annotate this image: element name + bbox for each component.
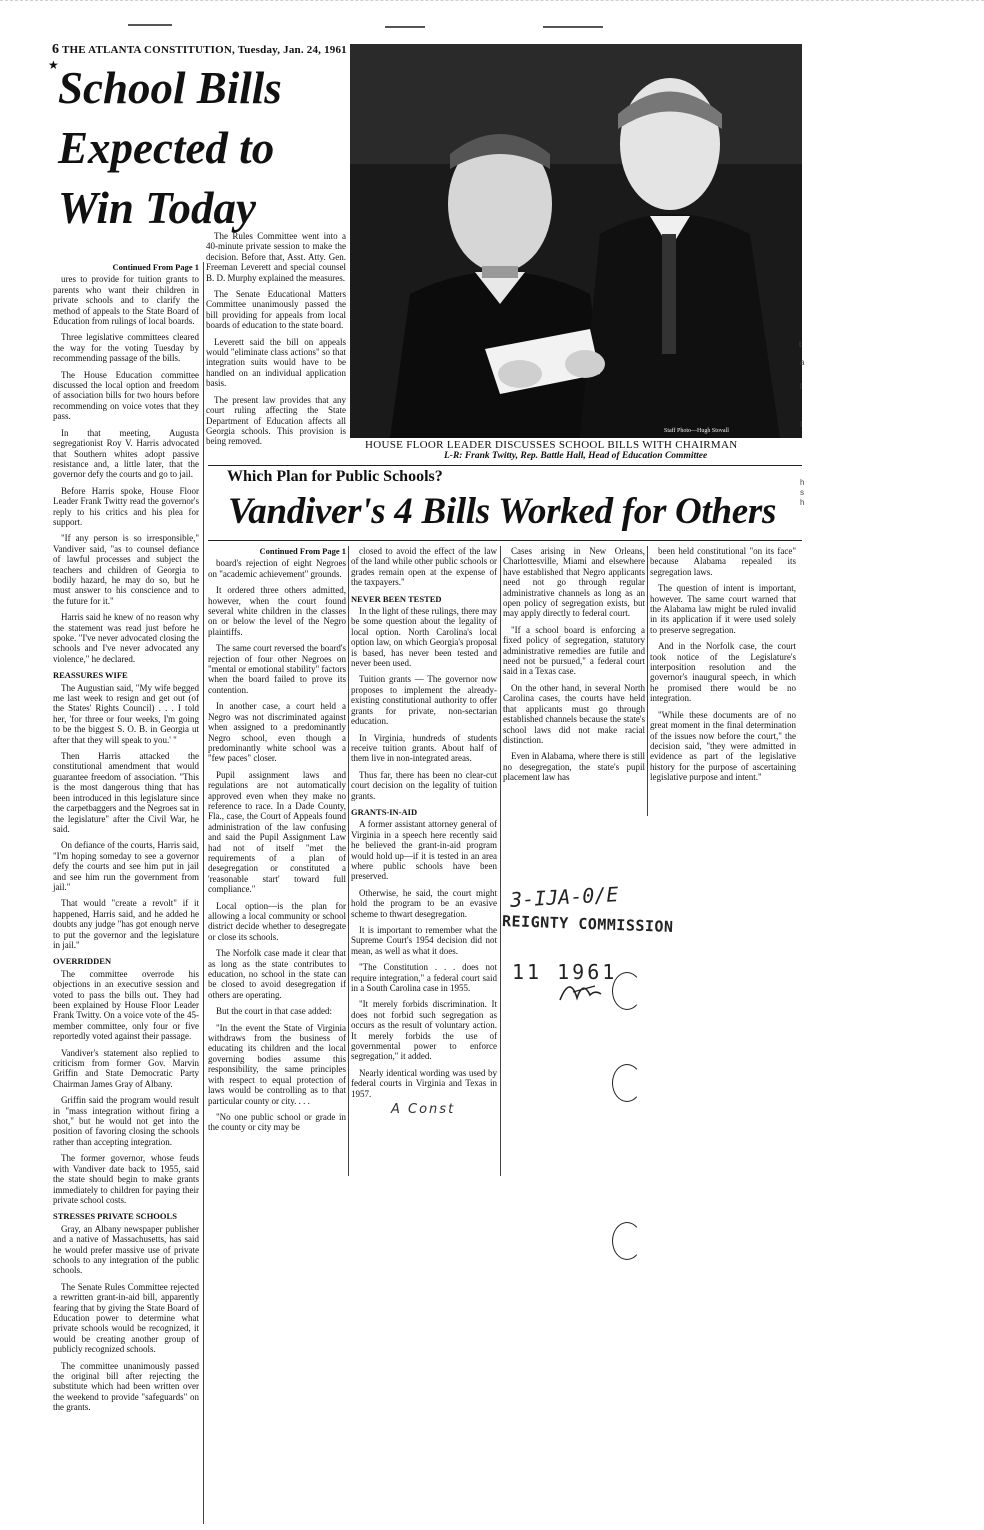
photo-caption: HOUSE FLOOR LEADER DISCUSSES SCHOOL BILLS WITH CHAIRMAN (365, 439, 738, 451)
story2-headline: Vandiver's 4 Bills Worked for Others (228, 491, 777, 532)
edge-fragment: l (800, 382, 802, 391)
handwritten-note: A Const (391, 1102, 456, 1118)
paragraph: The Rules Committee went into a 40-minute private session to make the decision. Before that, Asst. Atty. Gen. Freeman Leverett and special counsel B. D. Murphy explained the measures. (206, 231, 346, 283)
paragraph: The Norfolk case made it clear that as long as the state contributes to education, no school in the state can be closed to avoid desegregation if others are operating. (208, 948, 346, 1000)
paragraph: The former governor, whose feuds with Vandiver date back to 1955, said the state should begin to make grants immediately to children for paying their private school costs. (53, 1153, 199, 1205)
paragraph: The House Education committee discussed the local option and freedom of association bills for two hours before recommending on voice votes that they pass. (53, 369, 199, 422)
paragraph: Leverett said the bill on appeals would "eliminate class actions" so that integration suits would have to be handled on an individual application basis. (206, 336, 346, 389)
paragraph: Even in Alabama, where there is still no desegregation, the state's pupil placement law has (503, 751, 645, 783)
subhead-grants-in-aid: GRANTS-IN-AID (351, 806, 418, 817)
column-rule (647, 546, 648, 816)
paragraph: board's rejection of eight Negroes on "academic achievement" grounds. (208, 558, 346, 579)
news-photo (350, 44, 805, 438)
paper-name: THE ATLANTA CONSTITUTION, (61, 44, 235, 56)
story1-column-2 (206, 231, 346, 453)
paragraph: "If a school board is enforcing a fixed policy of segregation, statutory administrative remedies are futile and need not be pursued," a federal court said in a Texas case. (503, 624, 645, 677)
paragraph: Tuition grants — The governor now proposes to implement the already-existing constitutional authority to offer grants for private, non-sectarian education. (351, 674, 497, 727)
edge-fragment: s (800, 488, 804, 497)
story2-column-a (208, 546, 346, 1139)
edge-fragment: h (800, 478, 805, 487)
subhead-never-been-tested: NEVER BEEN TESTED (351, 593, 442, 604)
stamp-code: 3-IJA-0/E (509, 882, 619, 912)
story1-headline: School Bills Expected to Win Today (58, 63, 282, 233)
photo-credit: Staff Photo—Hugh Stovall (664, 428, 729, 434)
punch-hole-mark (612, 1222, 642, 1260)
paragraph: That would "create a revolt" if it happened, Harris said, and he added he doubts any judge "has got enough nerve to put the governor and the legislature in jail." (53, 898, 199, 950)
star-icon: ★ (48, 58, 59, 72)
story1-column-1 (53, 262, 199, 1419)
issue-date: Tuesday, Jan. 24, 1961 (237, 44, 347, 56)
scribble-mark (543, 26, 603, 28)
subhead-stresses-private-schools: STRESSES PRIVATE SCHOOLS (53, 1211, 177, 1222)
subhead-reassures-wife: REASSURES WIFE (53, 670, 128, 681)
column-rule (348, 546, 349, 1176)
paragraph: On defiance of the courts, Harris said, "I'm hoping someday to see a governor defy the courts and see him put in jail and see him run the government from jail." (53, 840, 199, 892)
stamp-commission: REIGNTY COMMISSION (501, 912, 674, 936)
paragraph: It ordered three others admitted, however, when the court found several white children in the classes on or below the level of the Negro plaintiffs. (208, 585, 346, 637)
paragraph: It is important to remember what the Supreme Court's 1954 decision did not mean, as well as what it does. (351, 925, 497, 956)
paragraph: The present law provides that any court ruling affecting the State Department of Education affects all Georgia schools. This provision is being removed. (206, 394, 346, 447)
masthead (52, 42, 347, 58)
paragraph: Cases arising in New Orleans, Charlottesville, Miami and elsewhere have established that Negro applicants need not go through regular administrative channels as long as an open policy of segregation exists, but may apply directly to federal court. (503, 546, 645, 619)
paragraph: Griffin said the program would result in "mass integration without firing a shot," but he would not get into the position of favoring closing the schools rather than accepting integration. (53, 1095, 199, 1147)
stamp-date: 11 1961 (512, 960, 618, 984)
paragraph: The question of intent is important, however. The same court warned that the Alabama law might be ruled invalid in its application if it were used solely to preserve segregation. (650, 583, 796, 635)
story2-kicker: Which Plan for Public Schools? (227, 468, 443, 485)
page-edge (0, 0, 984, 7)
paragraph: In that meeting, Augusta segregationist Roy V. Harris advocated that Southern whites adopt passive resistance and, a little later, that the governor defy the courts and go to jail. (53, 427, 199, 480)
photo-image (350, 44, 805, 438)
page-number: 6 (52, 42, 60, 57)
paragraph: "No one public school or grade in the county or city may be (208, 1111, 346, 1133)
paragraph: "In the event the State of Virginia withdraws from the business of educating its children and the local governing bodies assume this responsibility, the same principles with respect to equal protection of laws would be controlling as to that particular county or city. . . . (208, 1022, 346, 1106)
paragraph: Pupil assignment laws and regulations are not automatically approved even when they make no reference to race. In a Dade County, Fla., case, the Court of Appeals found administration of the law confusing and said the Pupil Assignment Law had not of itself "met the requirements of a plan of desegregation or constituted a 'reasonable start' toward full compliance." (208, 769, 346, 895)
continued-note: Continued From Page 1 (112, 262, 199, 272)
paragraph: The Senate Rules Committee rejected a rewritten grant-in-aid bill, apparently fearing that by giving the State Board of Education power to determine what private schools would be recognized, it would be creating another group of publicly recognized schools. (53, 1281, 199, 1355)
paragraph: And in the Norfolk case, the court took notice of the Legislature's interposition resolution and the governor's inaugural speech, in which he promised there would be no integration. (650, 641, 796, 704)
paragraph: Then Harris attacked the constitutional amendment that would guarantee freedom of association. "This is the most dangerous thing that has been introduced in this legislature since the carpetbaggers and the Negroes sat in the legislature" after the Civil War, he said. (53, 751, 199, 834)
edge-fragment: a (800, 358, 805, 367)
paragraph: But the court in that case added: (216, 1006, 332, 1017)
scribble-mark (385, 26, 425, 28)
paragraph: The Senate Educational Matters Committee unanimously passed the bill providing for appeals from local boards of education to the state board. (206, 289, 346, 331)
story2-column-b (351, 546, 497, 1116)
paragraph: been held constitutional "on its face" because Alabama repealed its segregation laws. (650, 546, 796, 577)
paragraph: In the light of these rulings, there may be some question about the legality of local option. North Carolina's local option law, on which Georgia's proposal is based, has never been tested and never been used. (351, 606, 497, 669)
paragraph: The same court reversed the board's rejection of four other Negroes on "mental or emotional stability" factors when the board failed to prove its contention. (208, 643, 346, 695)
paragraph: closed to avoid the effect of the law of the land while other public schools or grades remain open at the expense of the taxpayers." (351, 546, 497, 588)
edge-fragment: I (800, 420, 803, 429)
paragraph: "While these documents are of no great moment in the final determination of the issues now before the court," the decision said, "they were admitted in evidence as part of the legislative history for the purpose of ascertaining legislative purpose and intent." (650, 709, 796, 783)
paragraph: Three legislative committees cleared the way for the voting Tuesday by recommending passage of the bills. (53, 332, 199, 364)
edge-fragment: t (799, 340, 802, 349)
paragraph: Harris said he knew of no reason why the statement was read just before he spoke. "I've never advocated closing the schools and I've never advocated any violence," he declared. (53, 612, 199, 664)
section-rule (208, 465, 802, 466)
column-rule (500, 546, 501, 1176)
column-rule (203, 262, 204, 1524)
story2-column-d (650, 546, 796, 789)
paragraph: On the other hand, in several North Carolina cases, the courts have held that applicants must go through established channels because the state's school laws did not make racial distinction. (503, 682, 645, 745)
section-rule (208, 540, 802, 541)
scribble-mark (128, 24, 172, 26)
paragraph: Gray, an Albany newspaper publisher and a native of Massachusetts, has said he would prefer massive use of private schools to any integration of the public schools. (53, 1223, 199, 1276)
photo-subcaption: L-R: Frank Twitty, Rep. Battle Hall, Head of Education Committee (444, 451, 708, 461)
paragraph: ures to provide for tuition grants to parents who want their children in private schools and to clarify the method of appeals to the State Board of Education from rulings of local boards. (53, 274, 199, 327)
paragraph: Nearly identical wording was used by federal courts in Virginia and Texas in 1957. (351, 1067, 497, 1099)
paragraph: A former assistant attorney general of Virginia in a speech here recently said he believed the grant-in-aid program would hold up—if it is tested in an area where public schools have been preserved. (351, 819, 497, 882)
signature-mark (555, 970, 605, 1010)
paragraph: In another case, a court held a Negro was not discriminated against when assigned to a predominantly Negro school, even though a predominantly white school was a "few paces" closer. (208, 701, 346, 764)
subhead-overridden: OVERRIDDEN (53, 956, 112, 967)
paragraph: Otherwise, he said, the court might hold the program to be an evasive scheme to thwart desegregation. (351, 887, 497, 919)
punch-hole-mark (612, 972, 642, 1010)
paragraph: The Augustian said, "My wife begged me last week to resign and get out (of the States' Rights Council) . . . I told her, 'for three or four weeks, I'm going to be the biggest S. O. B. in Georgia ut after that they will speak to you.' " (53, 682, 199, 745)
paragraph: Thus far, there has been no clear-cut court decision on the legality of tuition grants. (351, 769, 497, 801)
paragraph: In Virginia, hundreds of students receive tuition grants. About half of them live in non-integrated areas. (351, 732, 497, 764)
paragraph: The committee overrode his objections in an executive session and voted to pass the bills out. They had been explained by House Floor Leader Frank Twitty. On a voice vote of the 45-member committee, only four or five reportedly voted against their passage. (53, 968, 199, 1042)
paragraph: Before Harris spoke, House Floor Leader Frank Twitty read the governor's reply to his critics and his plea for support. (53, 485, 199, 527)
story2-column-c (503, 546, 645, 789)
paragraph: Vandiver's statement also replied to criticism from former Gov. Marvin Griffin and State Democratic Party Chairman James Gray of Albany. (53, 1047, 199, 1089)
continued-note: Continued From Page 1 (259, 546, 346, 556)
paragraph: The committee unanimously passed the original bill after rejecting the substitute which had been written over the weekend to provide "safeguards" on the grants. (53, 1360, 199, 1413)
paragraph: Local option—is the plan for allowing a local community or school district decide whether to desegregate or close its schools. (208, 900, 346, 942)
paragraph: "If any person is so irresponsible," Vandiver said, "as to counsel defiance of lawful processes and subject the teachers and children of Georgia to bodily hazard, he may do so, but he must answer to his conscience and to the future for it." (53, 533, 199, 606)
paragraph: "It merely forbids discrimination. It does not forbid such segregation as occurs as the result of voluntary action. It merely forbids the use of governmental power to enforce segregation," it added. (351, 999, 497, 1062)
edge-fragment: h (800, 498, 805, 507)
punch-hole-mark (612, 1064, 642, 1102)
paragraph: "The Constitution . . . does not require integration," a federal court said in a South Carolina case in 1955. (351, 962, 497, 994)
